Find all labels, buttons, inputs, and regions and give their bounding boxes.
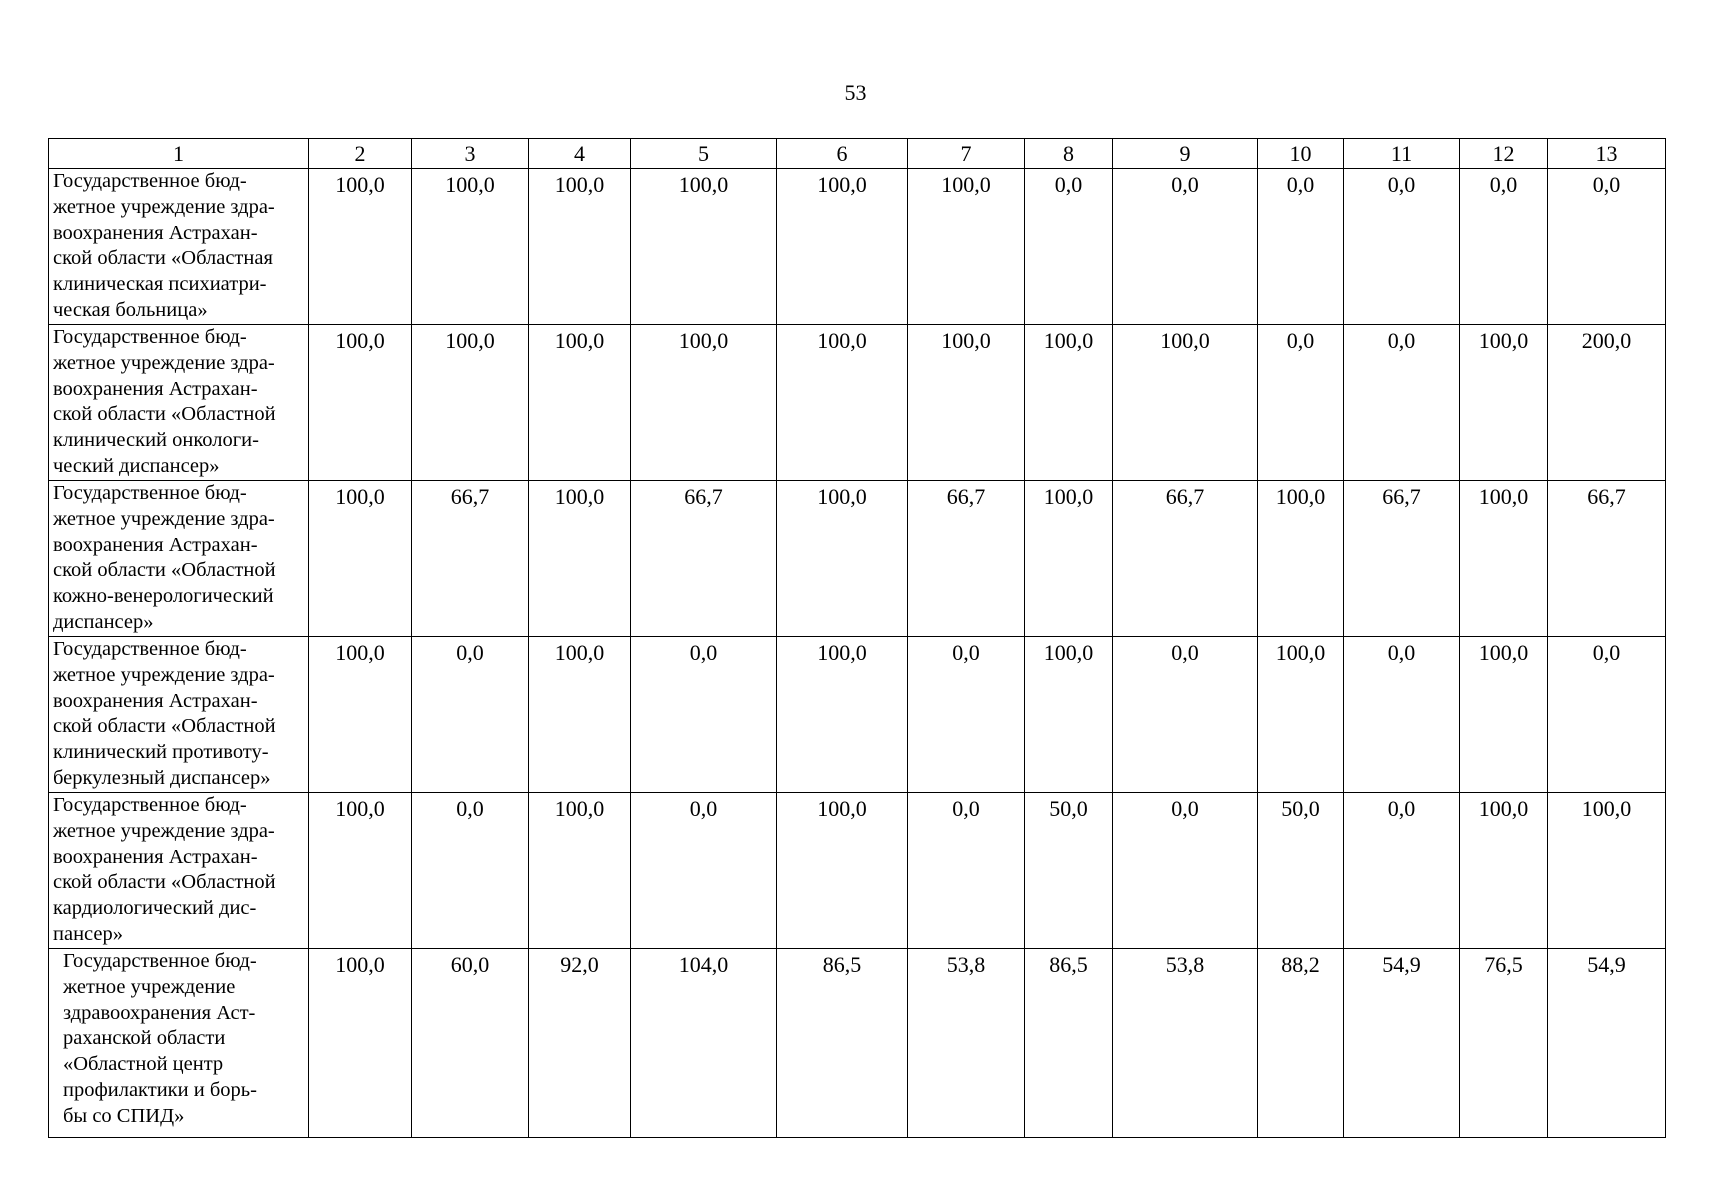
institution-name-line: ской области «Областная: [53, 247, 273, 270]
value-cell: 0,0: [908, 793, 1025, 949]
table-row: [49, 169, 1666, 325]
institution-name-line: жетное учреждение здра-: [53, 351, 275, 374]
table-body: [49, 169, 1666, 1138]
value-cell: 76,5: [1460, 949, 1548, 1138]
value-cell: 100,0: [309, 949, 412, 1138]
value-cell: 0,0: [1460, 169, 1548, 325]
institution-name-line: жетное учреждение: [63, 975, 236, 998]
institution-name-line: воохранения Астрахан-: [53, 533, 258, 556]
institution-name-line: ской области «Областной: [53, 559, 276, 582]
institution-name-line: жетное учреждение здра-: [53, 507, 275, 530]
value-cell: 92,0: [529, 949, 631, 1138]
value-cell: 0,0: [1344, 637, 1460, 793]
value-cell: 100,0: [1548, 793, 1666, 949]
institution-name-line: ческий диспансер»: [53, 454, 220, 477]
page-number: 53: [844, 80, 867, 105]
column-header: 11: [1344, 139, 1460, 169]
value-cell: 50,0: [1258, 793, 1344, 949]
value-cell: 0,0: [1344, 325, 1460, 481]
value-cell: 0,0: [412, 637, 529, 793]
value-cell: 100,0: [309, 793, 412, 949]
value-cell: 0,0: [1258, 325, 1344, 481]
institution-name-cell: [49, 637, 309, 793]
column-header: 5: [631, 139, 777, 169]
value-cell: 100,0: [908, 169, 1025, 325]
institution-name-cell: [49, 169, 309, 325]
value-cell: 100,0: [529, 325, 631, 481]
value-cell: 66,7: [412, 481, 529, 637]
column-header: 2: [309, 139, 412, 169]
institution-name-line: ской области «Областной: [53, 871, 276, 894]
institution-name-line: здравоохранения Аст-: [63, 1001, 256, 1024]
institution-name-line: жетное учреждение здра-: [53, 819, 275, 842]
institution-name-line: жетное учреждение здра-: [53, 663, 275, 686]
institution-name-line: кожно-венерологический: [53, 585, 274, 608]
value-cell: 66,7: [1344, 481, 1460, 637]
header-row: [49, 139, 1666, 169]
value-cell: 88,2: [1258, 949, 1344, 1138]
value-cell: 66,7: [908, 481, 1025, 637]
value-cell: 60,0: [412, 949, 529, 1138]
value-cell: 50,0: [1025, 793, 1113, 949]
value-cell: 100,0: [1460, 325, 1548, 481]
value-cell: 100,0: [1258, 481, 1344, 637]
institution-name-line: Государственное бюд-: [63, 950, 257, 972]
institution-name-line: клинический противоту-: [53, 741, 269, 764]
value-cell: 100,0: [777, 481, 908, 637]
value-cell: 53,8: [1113, 949, 1258, 1138]
institution-name-line: раханской области: [63, 1027, 226, 1050]
value-cell: 0,0: [1113, 637, 1258, 793]
value-cell: 0,0: [631, 637, 777, 793]
column-header: 4: [529, 139, 631, 169]
value-cell: 100,0: [1460, 481, 1548, 637]
value-cell: 100,0: [1025, 637, 1113, 793]
value-cell: 100,0: [908, 325, 1025, 481]
institution-name-line: кардиологический дис-: [53, 897, 257, 920]
institution-name-line: воохранения Астрахан-: [53, 689, 258, 712]
institution-name-line: «Областной центр: [63, 1053, 224, 1076]
value-cell: 100,0: [1460, 793, 1548, 949]
institution-name-line: бы со СПИД»: [63, 1104, 185, 1127]
value-cell: 100,0: [1113, 325, 1258, 481]
value-cell: 86,5: [777, 949, 908, 1138]
column-header: 13: [1548, 139, 1666, 169]
value-cell: 0,0: [412, 793, 529, 949]
value-cell: 66,7: [1113, 481, 1258, 637]
institution-name-line: ской области «Областной: [53, 403, 276, 426]
table-row: [49, 481, 1666, 637]
institution-name-line: воохранения Астрахан-: [53, 221, 258, 244]
data-table: [48, 138, 1666, 1138]
value-cell: 104,0: [631, 949, 777, 1138]
value-cell: 100,0: [529, 169, 631, 325]
value-cell: 66,7: [631, 481, 777, 637]
value-cell: 100,0: [777, 169, 908, 325]
column-header: 3: [412, 139, 529, 169]
column-header: 12: [1460, 139, 1548, 169]
value-cell: 100,0: [777, 793, 908, 949]
value-cell: 54,9: [1344, 949, 1460, 1138]
institution-name-line: ской области «Областной: [53, 715, 276, 738]
institution-name-line: воохранения Астрахан-: [53, 377, 258, 400]
institution-name-line: клиническая психиатри-: [53, 273, 267, 296]
value-cell: 100,0: [631, 169, 777, 325]
value-cell: 100,0: [529, 793, 631, 949]
institution-name-line: клинический онкологи-: [53, 429, 259, 452]
value-cell: 100,0: [1025, 481, 1113, 637]
institution-name-cell: [49, 481, 309, 637]
value-cell: 100,0: [529, 481, 631, 637]
value-cell: 86,5: [1025, 949, 1113, 1138]
institution-name-cell: [49, 325, 309, 481]
column-header: 9: [1113, 139, 1258, 169]
value-cell: 0,0: [1344, 793, 1460, 949]
institution-name-line: Государственное бюд-: [53, 170, 247, 192]
table-row: [49, 793, 1666, 949]
institution-name-line: Государственное бюд-: [53, 638, 247, 660]
column-header: 1: [49, 139, 309, 169]
value-cell: 100,0: [412, 325, 529, 481]
column-header: 8: [1025, 139, 1113, 169]
value-cell: 0,0: [1258, 169, 1344, 325]
value-cell: 66,7: [1548, 481, 1666, 637]
institution-name-cell: [49, 949, 309, 1138]
value-cell: 100,0: [1258, 637, 1344, 793]
institution-name-line: воохранения Астрахан-: [53, 845, 258, 868]
table-row: [49, 325, 1666, 481]
institution-name-line: профилактики и борь-: [63, 1078, 257, 1101]
value-cell: 0,0: [631, 793, 777, 949]
institution-name-line: ческая больница»: [53, 298, 208, 321]
value-cell: 0,0: [1548, 169, 1666, 325]
value-cell: 100,0: [309, 481, 412, 637]
value-cell: 0,0: [1548, 637, 1666, 793]
column-header: 7: [908, 139, 1025, 169]
institution-name-line: жетное учреждение здра-: [53, 195, 275, 218]
value-cell: 100,0: [777, 637, 908, 793]
value-cell: 100,0: [309, 325, 412, 481]
table-row: [49, 637, 1666, 793]
value-cell: 100,0: [777, 325, 908, 481]
value-cell: 0,0: [1344, 169, 1460, 325]
institution-name-line: Государственное бюд-: [53, 794, 247, 816]
institution-name-line: пансер»: [53, 922, 123, 945]
value-cell: 53,8: [908, 949, 1025, 1138]
value-cell: 100,0: [631, 325, 777, 481]
column-header: 10: [1258, 139, 1344, 169]
institution-name-cell: [49, 793, 309, 949]
value-cell: 100,0: [412, 169, 529, 325]
institution-name-line: диспансер»: [53, 610, 154, 633]
value-cell: 100,0: [309, 169, 412, 325]
value-cell: 100,0: [1460, 637, 1548, 793]
value-cell: 0,0: [1113, 169, 1258, 325]
value-cell: 100,0: [529, 637, 631, 793]
institution-name-line: Государственное бюд-: [53, 326, 247, 348]
value-cell: 100,0: [1025, 325, 1113, 481]
institution-name-line: Государственное бюд-: [53, 482, 247, 504]
value-cell: 0,0: [1113, 793, 1258, 949]
column-header: 6: [777, 139, 908, 169]
value-cell: 200,0: [1548, 325, 1666, 481]
value-cell: 54,9: [1548, 949, 1666, 1138]
value-cell: 0,0: [908, 637, 1025, 793]
value-cell: 100,0: [309, 637, 412, 793]
institution-name-line: беркулезный диспансер»: [53, 766, 271, 789]
table-row: [49, 949, 1666, 1138]
value-cell: 0,0: [1025, 169, 1113, 325]
